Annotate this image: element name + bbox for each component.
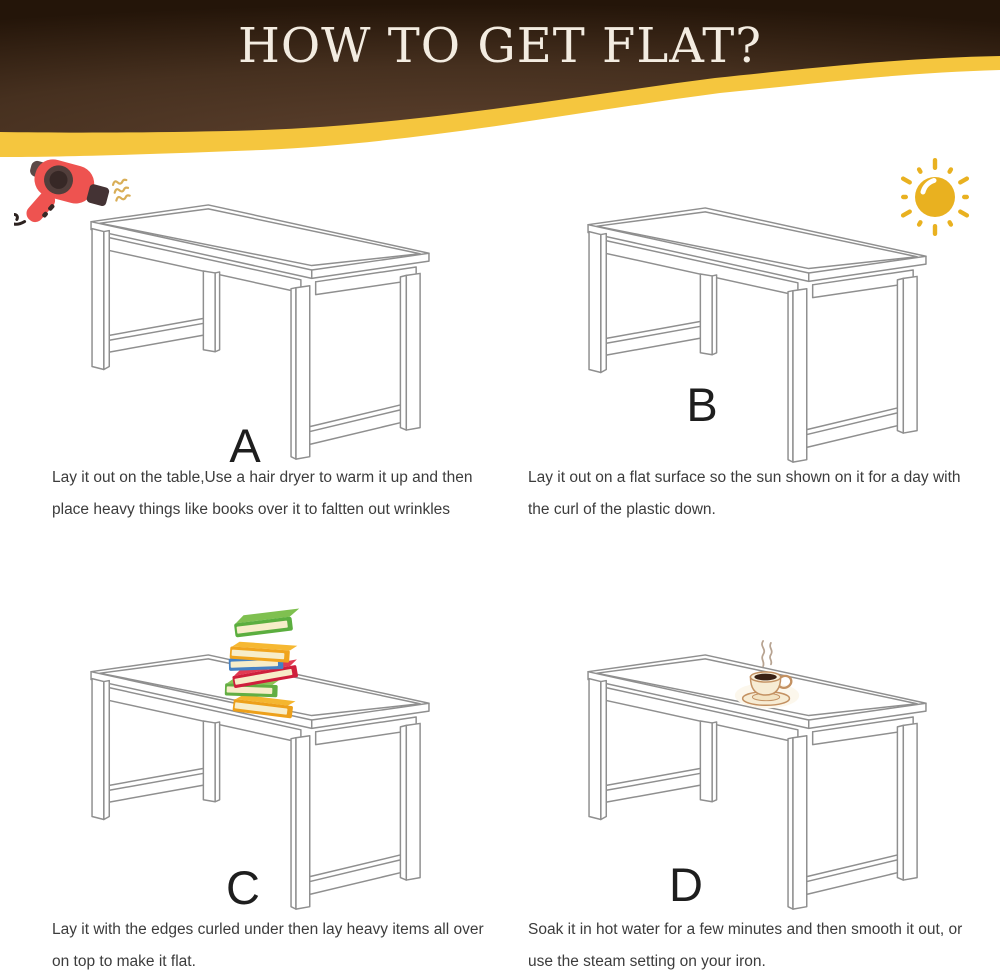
desk-illustration-b [585, 205, 930, 471]
caption-b-line2: the curl of the plastic down. [528, 501, 716, 518]
caption-c-line1: Lay it with the edges curled under then lay heavy items all over [52, 921, 484, 938]
caption-a-line2: place heavy things like books over it to faltten out wrinkles [52, 501, 451, 518]
step-label-a: A [229, 419, 261, 472]
step-label-b: B [686, 378, 718, 431]
caption-d-line1: Soak it in hot water for a few minutes and then smooth it out, or [528, 921, 963, 938]
step-label-d: D [669, 858, 703, 911]
caption-c [52, 914, 484, 974]
caption-d [528, 914, 962, 974]
caption-b-line1: Lay it out on a flat surface so the sun shown on it for a day with [528, 469, 961, 486]
steam-icon [762, 641, 772, 666]
book-stack-icon [218, 606, 306, 720]
caption-a [52, 462, 472, 526]
caption-c-line2: on top to make it flat. [52, 953, 196, 970]
caption-a-line1: Lay it out on the table,Use a hair dryer to warm it up and then [52, 469, 473, 486]
caption-d-line2: use the steam setting on your iron. [528, 953, 766, 970]
heat-waves-icon [112, 179, 130, 201]
page-title: HOW TO GET FLAT? [237, 18, 763, 74]
step-label-c: C [226, 861, 260, 914]
caption-b [528, 462, 961, 526]
coffee-cup-icon [729, 638, 807, 716]
